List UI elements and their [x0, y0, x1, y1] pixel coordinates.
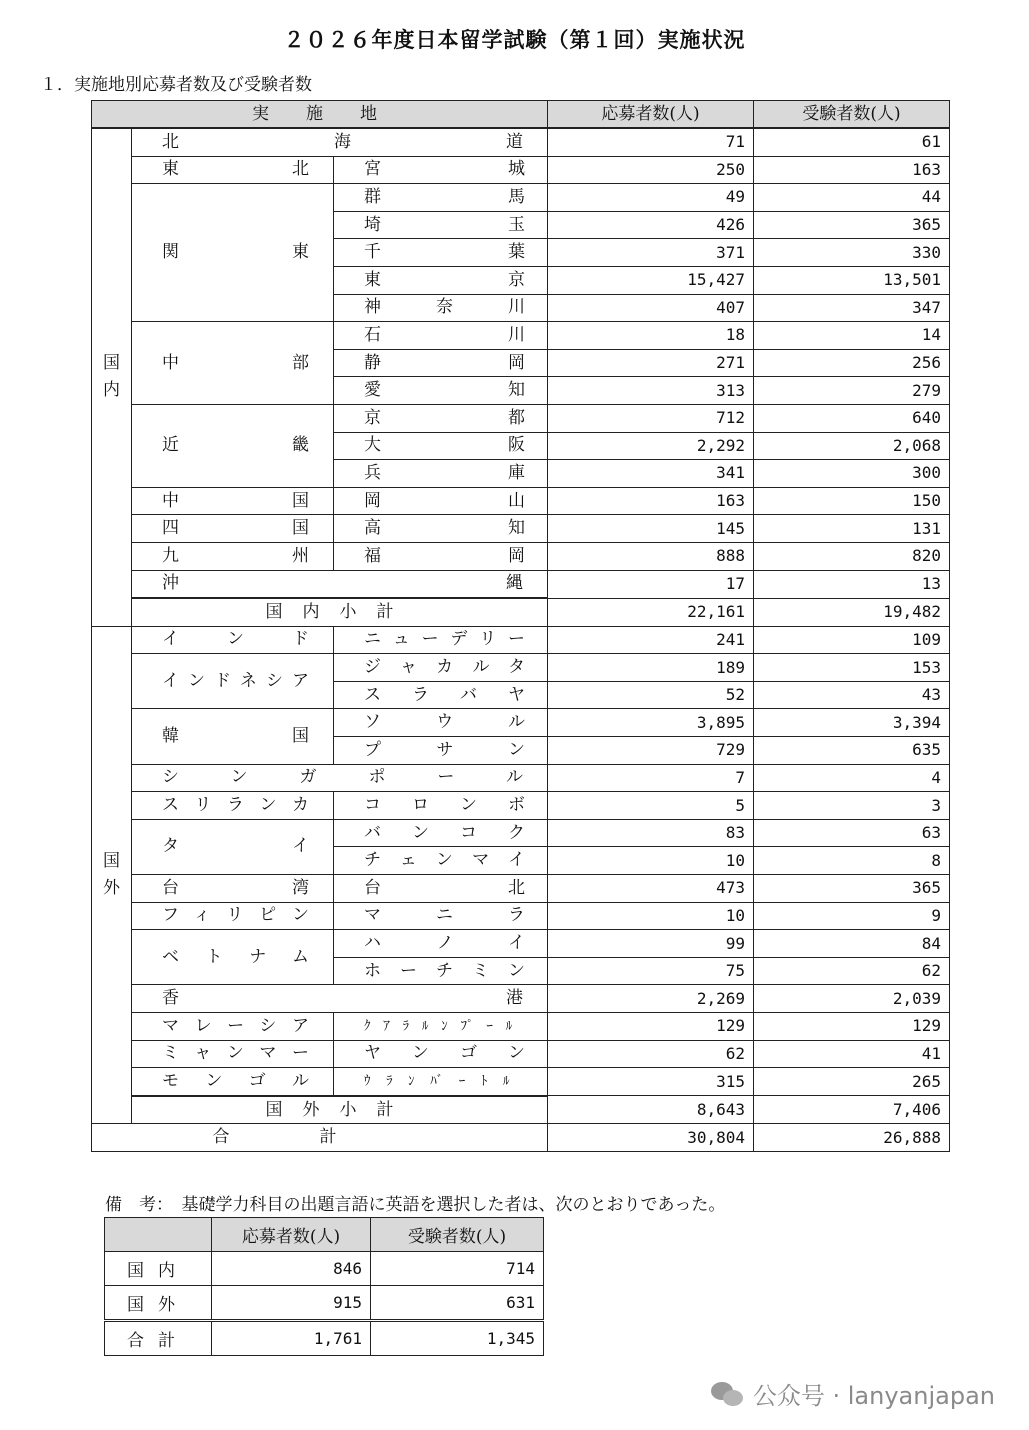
examinees-cell: 2,068	[754, 432, 950, 460]
wechat-icon	[711, 1380, 745, 1408]
total-row	[92, 1124, 950, 1152]
table-row	[92, 1040, 950, 1068]
examinees-cell: 61	[754, 128, 950, 156]
english-examinees: 714	[371, 1252, 544, 1286]
city-cell: 愛知	[334, 377, 548, 405]
watermark-text: 公众号 · lanyanjapan	[752, 1382, 995, 1410]
region-cell: ミャンマー	[132, 1040, 334, 1068]
english-applicants: 1,761	[212, 1321, 371, 1356]
examinees-cell: 347	[754, 294, 950, 322]
applicants-cell: 407	[548, 294, 754, 322]
applicants-cell: 250	[548, 156, 754, 184]
applicants-cell: 7	[548, 764, 754, 792]
applicants-cell: 271	[548, 349, 754, 377]
region-cell: マレーシア	[132, 1013, 334, 1041]
region-cell: 北海道	[132, 128, 548, 156]
applicants-cell: 473	[548, 875, 754, 903]
examinees-cell: 4	[754, 764, 950, 792]
city-cell: ヤンゴン	[334, 1040, 548, 1068]
examinees-cell: 109	[754, 626, 950, 654]
applicants-cell: 71	[548, 128, 754, 156]
table-row	[92, 819, 950, 847]
region-cell: スリランカ	[132, 792, 334, 820]
header-location: 実 施 地	[92, 101, 548, 129]
city-cell: ホーチミン	[334, 957, 548, 985]
table-row	[92, 570, 950, 598]
subtotal-applicants: 8,643	[548, 1096, 754, 1124]
examinees-cell: 13,501	[754, 266, 950, 294]
total-applicants: 30,804	[548, 1124, 754, 1152]
applicants-cell: 10	[548, 847, 754, 875]
region-cell: 東北	[132, 156, 334, 184]
applicants-cell: 189	[548, 654, 754, 682]
examinees-cell: 153	[754, 654, 950, 682]
subtotal-applicants: 22,161	[548, 598, 754, 626]
city-cell: 神奈川	[334, 294, 548, 322]
applicants-cell: 315	[548, 1068, 754, 1096]
watermark	[711, 1376, 995, 1411]
city-cell: ソウル	[334, 709, 548, 737]
examinees-cell: 820	[754, 542, 950, 570]
applicants-cell: 729	[548, 737, 754, 765]
examinees-cell: 43	[754, 681, 950, 709]
city-cell: 兵庫	[334, 460, 548, 488]
region-cell: 九州	[132, 542, 334, 570]
english-table	[104, 1217, 544, 1356]
city-cell: ニューデリー	[334, 626, 548, 654]
table-row	[92, 1068, 950, 1096]
region-cell: 沖縄	[132, 570, 548, 598]
applicants-cell: 241	[548, 626, 754, 654]
region-cell: 台湾	[132, 875, 334, 903]
english-applicants: 915	[212, 1286, 371, 1321]
domestic-label: 国 内	[92, 128, 132, 626]
city-cell: バンコク	[334, 819, 548, 847]
region-cell: 中部	[132, 322, 334, 405]
city-cell: ｸｱﾗﾙﾝﾌﾟｰﾙ	[334, 1013, 548, 1041]
examinees-cell: 365	[754, 211, 950, 239]
examinees-cell: 330	[754, 239, 950, 267]
applicants-cell: 145	[548, 515, 754, 543]
applicants-cell: 75	[548, 957, 754, 985]
english-label: 国外	[105, 1286, 212, 1321]
region-cell: タイ	[132, 819, 334, 874]
city-cell: 高知	[334, 515, 548, 543]
examinees-cell: 635	[754, 737, 950, 765]
applicants-cell: 2,292	[548, 432, 754, 460]
examinees-cell: 131	[754, 515, 950, 543]
table-row	[92, 1013, 950, 1041]
overseas-label: 国 外	[92, 626, 132, 1124]
applicants-cell: 10	[548, 902, 754, 930]
subtotal-row	[92, 598, 950, 626]
total-label: 合計	[92, 1124, 548, 1152]
examinees-cell: 8	[754, 847, 950, 875]
applicants-cell: 49	[548, 184, 754, 212]
city-cell: ｳﾗﾝﾊﾞｰﾄﾙ	[334, 1068, 548, 1096]
english-applicants: 846	[212, 1252, 371, 1286]
examinees-cell: 9	[754, 902, 950, 930]
city-cell: 岡山	[334, 487, 548, 515]
applicants-cell: 371	[548, 239, 754, 267]
examinees-cell: 163	[754, 156, 950, 184]
subtotal-examinees: 19,482	[754, 598, 950, 626]
region-cell: 関東	[132, 184, 334, 322]
examinees-cell: 62	[754, 957, 950, 985]
city-cell: 千葉	[334, 239, 548, 267]
examinees-cell: 365	[754, 875, 950, 903]
applicants-cell: 163	[548, 487, 754, 515]
applicants-cell: 341	[548, 460, 754, 488]
city-cell: 静岡	[334, 349, 548, 377]
applicants-cell: 83	[548, 819, 754, 847]
city-cell: 大阪	[334, 432, 548, 460]
applicants-cell: 313	[548, 377, 754, 405]
subtotal-examinees: 7,406	[754, 1096, 950, 1124]
examinees-cell: 3	[754, 792, 950, 820]
applicants-cell: 426	[548, 211, 754, 239]
region-cell: 香港	[132, 985, 548, 1013]
applicants-cell: 2,269	[548, 985, 754, 1013]
region-cell: 中国	[132, 487, 334, 515]
applicants-cell: 18	[548, 322, 754, 350]
applicants-cell: 15,427	[548, 266, 754, 294]
applicants-cell: 62	[548, 1040, 754, 1068]
english-header-applicants: 応募者数(人)	[212, 1218, 371, 1252]
english-header-blank	[105, 1218, 212, 1252]
city-cell: 埼玉	[334, 211, 548, 239]
city-cell: マニラ	[334, 902, 548, 930]
applicants-cell: 5	[548, 792, 754, 820]
city-cell: コロンボ	[334, 792, 548, 820]
table-row	[92, 985, 950, 1013]
total-examinees: 26,888	[754, 1124, 950, 1152]
examinees-cell: 300	[754, 460, 950, 488]
table-row	[92, 322, 950, 350]
city-cell: プサン	[334, 737, 548, 765]
english-label: 合計	[105, 1321, 212, 1356]
applicants-cell: 52	[548, 681, 754, 709]
examinees-cell: 150	[754, 487, 950, 515]
applicants-cell: 712	[548, 404, 754, 432]
table-row	[92, 128, 950, 156]
table-row	[92, 902, 950, 930]
note-text: 備 考： 基礎学力科目の出題言語に英語を選択した者は、次のとおりであった。	[105, 1195, 726, 1215]
page-title: ２０２６年度日本留学試験（第１回）実施状況	[283, 27, 746, 52]
applicants-cell: 99	[548, 930, 754, 958]
subtotal-row	[92, 1096, 950, 1124]
examinees-cell: 640	[754, 404, 950, 432]
table-row	[92, 515, 950, 543]
city-cell: 東京	[334, 266, 548, 294]
english-header-examinees: 受験者数(人)	[371, 1218, 544, 1252]
applicants-cell: 888	[548, 542, 754, 570]
table-row	[92, 542, 950, 570]
region-cell: ベトナム	[132, 930, 334, 985]
region-cell: フィリピン	[132, 902, 334, 930]
applicants-cell: 17	[548, 570, 754, 598]
region-cell: 近畿	[132, 404, 334, 487]
examinees-cell: 265	[754, 1068, 950, 1096]
table-row	[92, 487, 950, 515]
city-cell: 石川	[334, 322, 548, 350]
subtotal-label: 国内小計	[132, 598, 548, 626]
city-cell: チェンマイ	[334, 847, 548, 875]
region-cell: 韓国	[132, 709, 334, 764]
city-cell: 宮城	[334, 156, 548, 184]
examinees-cell: 279	[754, 377, 950, 405]
examinees-cell: 256	[754, 349, 950, 377]
table-row	[92, 709, 950, 737]
table-row	[92, 626, 950, 654]
applicants-cell: 129	[548, 1013, 754, 1041]
table-row	[92, 764, 950, 792]
city-cell: 京都	[334, 404, 548, 432]
applicants-cell: 3,895	[548, 709, 754, 737]
table-row	[92, 875, 950, 903]
city-cell: 台北	[334, 875, 548, 903]
table-row	[92, 930, 950, 958]
english-examinees: 1,345	[371, 1321, 544, 1356]
english-examinees: 631	[371, 1286, 544, 1321]
city-cell: 群馬	[334, 184, 548, 212]
table-row	[92, 792, 950, 820]
english-label: 国内	[105, 1252, 212, 1286]
region-cell: シンガポール	[132, 764, 548, 792]
examinees-cell: 13	[754, 570, 950, 598]
table-row	[92, 404, 950, 432]
header-examinees: 受験者数(人)	[754, 101, 950, 129]
region-cell: モンゴル	[132, 1068, 334, 1096]
examinees-cell: 44	[754, 184, 950, 212]
table-row	[92, 156, 950, 184]
section-heading: １．実施地別応募者数及び受験者数	[40, 75, 312, 95]
city-cell: ジャカルタ	[334, 654, 548, 682]
city-cell: ハノイ	[334, 930, 548, 958]
english-row	[105, 1321, 544, 1356]
region-cell: 四国	[132, 515, 334, 543]
table-row	[92, 654, 950, 682]
examinees-cell: 63	[754, 819, 950, 847]
city-cell: 福岡	[334, 542, 548, 570]
examinees-cell: 3,394	[754, 709, 950, 737]
english-row	[105, 1252, 544, 1286]
exam-status-table	[91, 100, 950, 1152]
examinees-cell: 84	[754, 930, 950, 958]
examinees-cell: 2,039	[754, 985, 950, 1013]
subtotal-label: 国外小計	[132, 1096, 548, 1124]
region-cell: インド	[132, 626, 334, 654]
region-cell: インドネシア	[132, 654, 334, 709]
examinees-cell: 129	[754, 1013, 950, 1041]
examinees-cell: 41	[754, 1040, 950, 1068]
header-applicants: 応募者数(人)	[548, 101, 754, 129]
table-row	[92, 184, 950, 212]
examinees-cell: 14	[754, 322, 950, 350]
english-row	[105, 1286, 544, 1321]
city-cell: スラバヤ	[334, 681, 548, 709]
